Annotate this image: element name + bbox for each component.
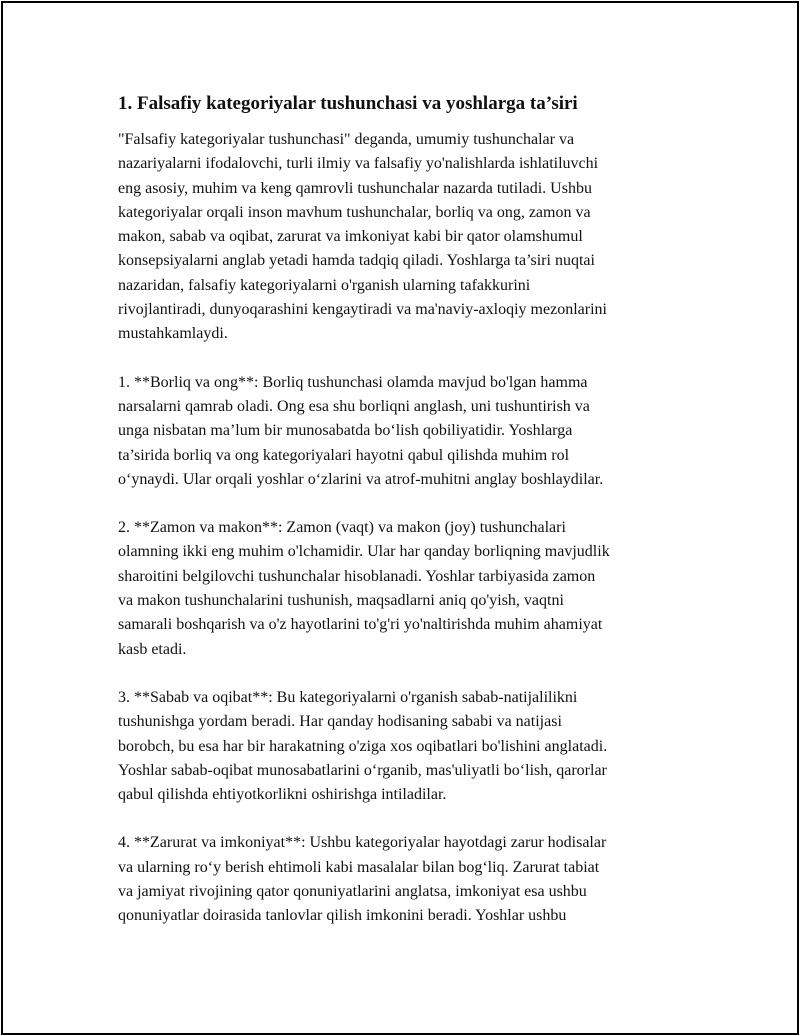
text-line: 3. **Sabab va oqibat**: Bu kategoriyalarni o'rganish sabab-natijalilikni [118,688,578,706]
text-line: qonuniyatlar doirasida tanlovlar qilish imkonini beradi. Yoshlar ushbu [118,907,567,925]
text-line: va makon tushunchalarini tushunish, maqsadlarni aniq qo'yish, vaqtni [118,592,564,610]
text-line: tushunishga yordam beradi. Har qanday hodisaning sababi va natijasi [118,713,562,731]
paragraph [118,128,688,347]
text-line: ta’sirida borliq va ong kategoriyalari hayotni qabul qilishda muhim rol [118,446,570,464]
paragraph [118,371,688,492]
paragraph [118,516,688,662]
text-line: narsalarni qamrab oladi. Ong esa shu borliqni anglash, uni tushuntirish va [118,397,590,415]
text-line: "Falsafiy kategoriyalar tushunchasi" deganda, umumiy tushunchalar va [118,131,575,148]
text-line: unga nisbatan ma’lum bir munosabatda bo‘lish qobiliyatidir. Yoshlarga [118,422,573,440]
text-line: eng asosiy, muhim va keng qamrovli tushunchalar nazarda tutiladi. Ushbu [118,179,592,197]
section-heading: 1. Falsafiy kategoriyalar tushunchasi va yoshlarga ta’siri [118,93,578,114]
paragraph [118,831,688,928]
text-line: va ularning ro‘y berish ehtimoli kabi masalalar bilan bog‘liq. Zarurat tabiat [118,858,600,876]
text-line: konsepsiyalarni anglab yetadi hamda tadqiq qiladi. Yoshlarga ta’siri nuqtai [118,252,595,270]
text-line: 2. **Zamon va makon**: Zamon (vaqt) va makon (joy) tushunchalari [118,519,566,537]
text-line: nazariyalarni ifodalovchi, turli ilmiy va falsafiy yo'nalishlarda ishlatiluvchi [118,155,599,173]
text-line: rivojlantiradi, dunyoqarashini kengaytiradi va ma'naviy-axloqiy mezonlarini [118,301,607,319]
text-line: nazaridan, falsafiy kategoriyalarni o'rganish ularning tafakkurini [118,276,531,294]
text-line: kasb etadi. [118,640,187,658]
text-line: samarali boshqarish va o'z hayotlarini to'g'ri yo'naltirishda muhim ahamiyat [118,616,603,634]
text-line: va jamiyat rivojining qator qonuniyatlarini anglatsa, imkoniyat esa ushbu [118,883,587,901]
paragraph-list [118,128,688,929]
text-line: sharoitini belgilovchi tushunchalar hisoblanadi. Yoshlar tarbiyasida zamon [118,567,596,585]
text-line: o‘ynaydi. Ular orqali yoshlar o‘zlarini va atrof-muhitni anglay boshlaydilar. [118,470,604,488]
text-line: mustahkamlaydi. [118,325,228,343]
text-line: makon, sabab va oqibat, zarurat va imkoniyat kabi bir qator olamshumul [118,228,583,246]
text-line: Yoshlar sabab-oqibat munosabatlarini o‘rganib, mas'uliyatli bo‘lish, qarorlar [118,761,607,779]
document-body [118,92,688,953]
text-line: olamning ikki eng muhim o'lchamidir. Ular har qanday borliqning mavjudlik [118,543,610,561]
paragraph [118,686,688,807]
text-line: qabul qilishda ehtiyotkorlikni oshirishga intiladilar. [118,786,447,804]
text-line: 1. **Borliq va ong**: Borliq tushunchasi olamda mavjud bo'lgan hamma [118,373,588,391]
text-line: 4. **Zarurat va imkoniyat**: Ushbu kategoriyalar hayotdagi zarur hodisalar [118,834,607,852]
text-line: kategoriyalar orqali inson mavhum tushunchalar, borliq va ong, zamon va [118,203,591,221]
text-line: borobch, bu esa har bir harakatning o'ziga xos oqibatlari bo'lishini anglatadi. [118,737,608,755]
